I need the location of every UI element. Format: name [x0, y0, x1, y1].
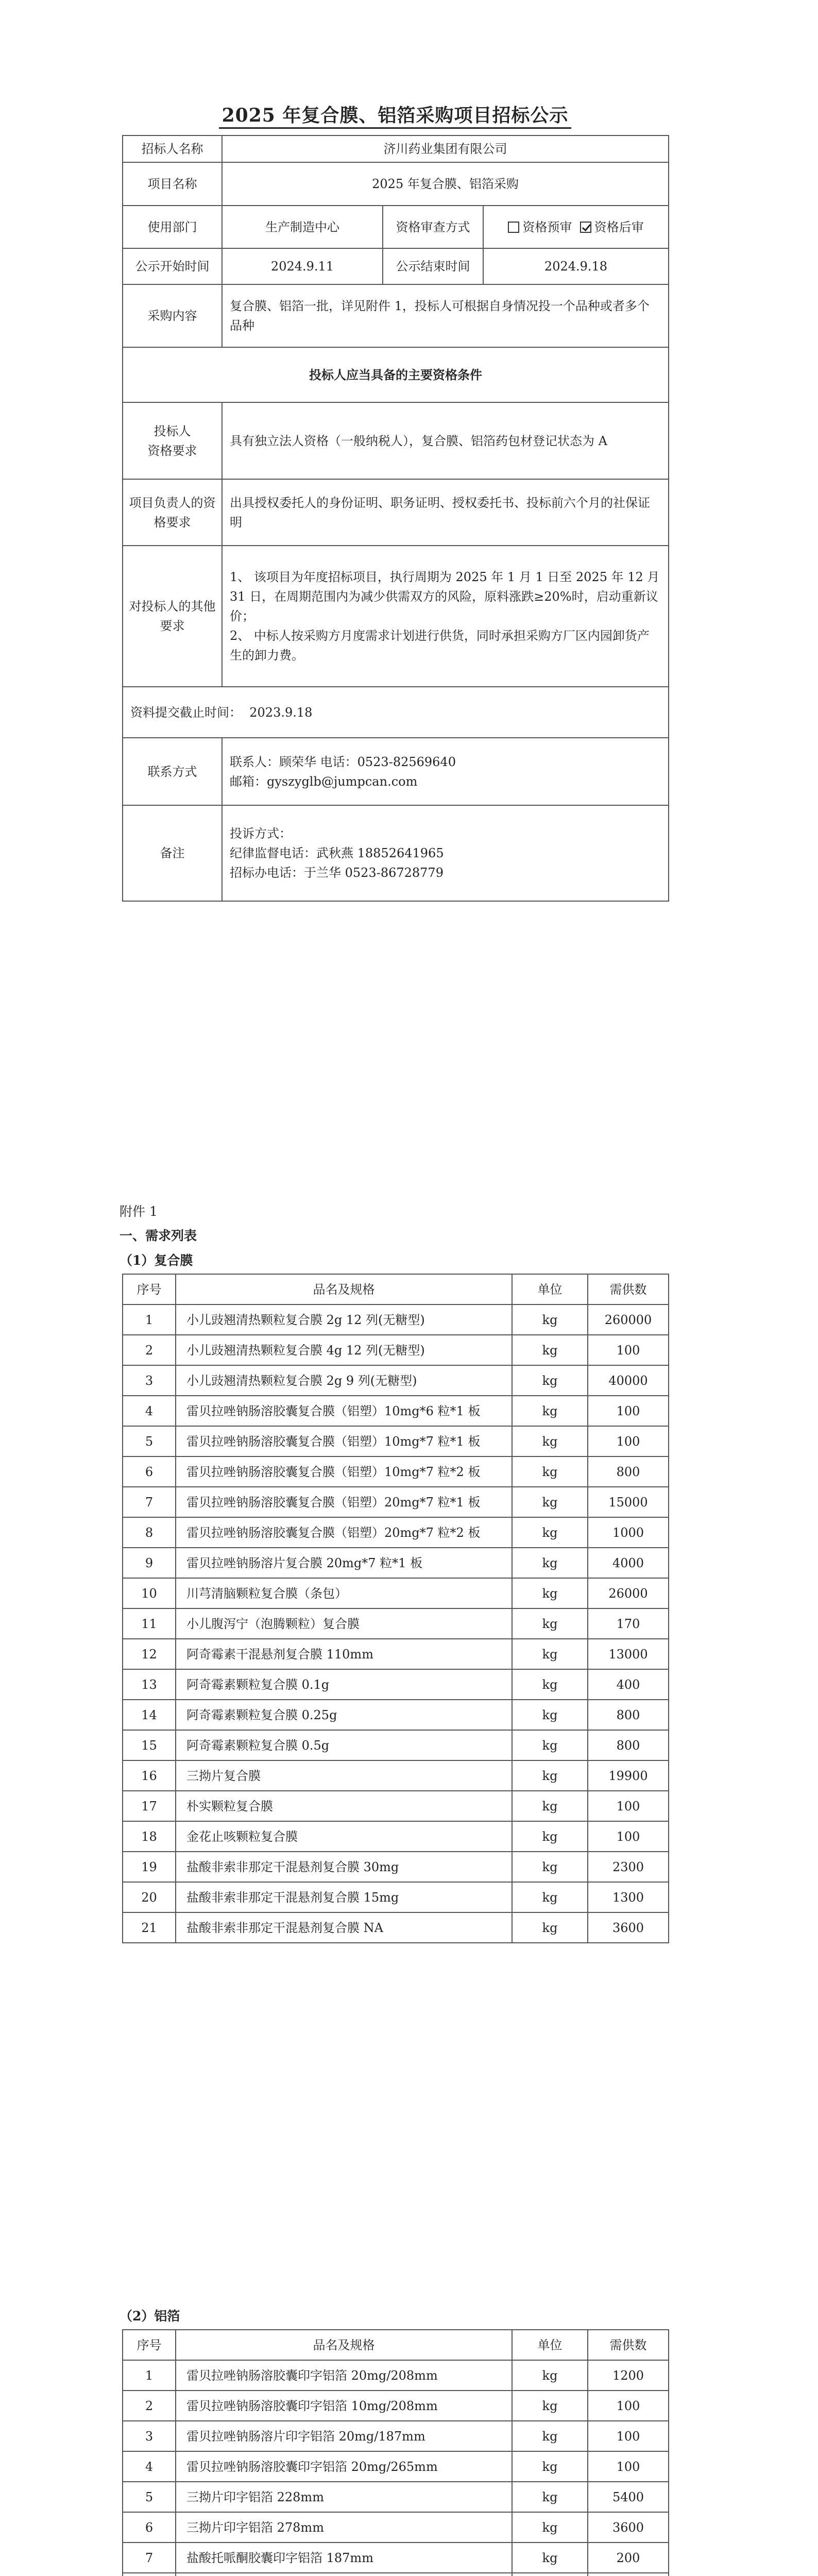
row-quantity: 100: [588, 1821, 669, 1852]
row-quantity: 3600: [588, 1912, 669, 1943]
row-product: 金花止咳颗粒复合膜: [176, 1821, 512, 1852]
col-header-qty: 需供数: [588, 1274, 669, 1304]
row-quantity: 170: [588, 1608, 669, 1639]
row-quantity: 2300: [588, 1852, 669, 1882]
project-value: 2025 年复合膜、铝箔采购: [222, 162, 669, 206]
row-quantity: 100: [588, 1791, 669, 1821]
row-quantity: 13000: [588, 1639, 669, 1669]
row-product: 小儿豉翘清热颗粒复合膜 4g 12 列(无糖型): [176, 1335, 512, 1365]
review-label: 资格审查方式: [383, 206, 483, 248]
row-quantity: [588, 2573, 669, 2576]
row-product: 雷贝拉唑钠肠溶胶囊复合膜（铝塑）20mg*7 粒*1 板: [176, 1487, 512, 1517]
row-index: 16: [123, 1760, 176, 1791]
end-label: 公示结束时间: [383, 248, 483, 284]
end-value: 2024.9.18: [483, 248, 669, 284]
row-index: 1: [123, 1304, 176, 1335]
film-table: [122, 1274, 669, 1943]
table-row: [123, 2391, 669, 2421]
row-index: 4: [123, 2451, 176, 2482]
content-label: 采购内容: [123, 284, 222, 347]
row-unit: kg: [512, 1912, 588, 1943]
row-index: 19: [123, 1852, 176, 1882]
row-quantity: 1000: [588, 1517, 669, 1548]
other-item-2: 2、 中标人按采购方月度需求计划进行供货，同时承担采购方厂区内园卸货产生的卸力费。: [230, 629, 650, 663]
contact-person: 联系人：顾荣华 电话：0523-82569640: [230, 754, 456, 769]
row-quantity: 1200: [588, 2360, 669, 2391]
other-value: [222, 546, 669, 687]
col-header-name: 品名及规格: [176, 1274, 512, 1304]
row-index: 5: [123, 1426, 176, 1456]
row-index: 6: [123, 1456, 176, 1487]
contact-email: 邮箱：gyszyglb@jumpcan.com: [230, 774, 418, 789]
deadline-label: 资料提交截止时间：: [130, 705, 242, 720]
row-unit: kg: [512, 1639, 588, 1669]
attachment-label: 附件 1: [120, 1204, 158, 1219]
row-product: 阿奇霉素颗粒复合膜 0.5g: [176, 1730, 512, 1760]
row-quantity: 100: [588, 1335, 669, 1365]
row-product: 雷贝拉唑钠肠溶胶囊复合膜（铝塑）10mg*6 粒*1 板: [176, 1396, 512, 1426]
table-row: [123, 1608, 669, 1639]
row-unit: kg: [512, 2482, 588, 2512]
table-row: [123, 2543, 669, 2573]
table-row: [123, 1396, 669, 1426]
foil-section-title: （2）铝箔: [120, 2309, 180, 2324]
row-index: 14: [123, 1700, 176, 1730]
row-index: 5: [123, 2482, 176, 2512]
notice-table: [122, 135, 669, 902]
row-product: 小儿豉翘清热颗粒复合膜 2g 9 列(无糖型): [176, 1365, 512, 1396]
row-product: 小儿腹泻宁（泡腾颗粒）复合膜: [176, 1608, 512, 1639]
row-index: 10: [123, 1578, 176, 1608]
row-index: 21: [123, 1912, 176, 1943]
table-row: [123, 1548, 669, 1578]
row-unit: kg: [512, 1791, 588, 1821]
table-row: [123, 1487, 669, 1517]
row-quantity: 5400: [588, 2482, 669, 2512]
start-label: 公示开始时间: [123, 248, 222, 284]
table-row: [123, 1700, 669, 1730]
content-value: 复合膜、铝箔一批，详见附件 1，投标人可根据自身情况投一个品种或者多个品种: [222, 284, 669, 347]
row-unit: kg: [512, 1365, 588, 1396]
other-label: 对投标人的其他要求: [123, 546, 222, 687]
row-unit: kg: [512, 1335, 588, 1365]
qual-label: 投标人 资格要求: [123, 402, 222, 479]
col-header-qty: 需供数: [588, 2330, 669, 2360]
row-unit: kg: [512, 2360, 588, 2391]
bid-office-phone: 招标办电话：于兰华 0523-86728779: [230, 866, 444, 880]
row-product: 雷贝拉唑钠肠溶片复合膜 20mg*7 粒*1 板: [176, 1548, 512, 1578]
row-quantity: 3600: [588, 2512, 669, 2543]
row-unit: [512, 2573, 588, 2576]
row-unit: kg: [512, 1882, 588, 1912]
row-quantity: 19900: [588, 1760, 669, 1791]
row-index: 13: [123, 1669, 176, 1700]
row-quantity: 1300: [588, 1882, 669, 1912]
film-table-header: [123, 1274, 669, 1304]
row-product: 盐酸托哌酮胶囊印字铝箔 187mm: [176, 2543, 512, 2573]
row-index: 6: [123, 2512, 176, 2543]
row-unit: kg: [512, 1608, 588, 1639]
row-unit: kg: [512, 2512, 588, 2543]
foil-table-header: [123, 2330, 669, 2360]
row-quantity: 26000: [588, 1578, 669, 1608]
row-unit: kg: [512, 1548, 588, 1578]
table-row: [123, 1426, 669, 1456]
table-row: [123, 1730, 669, 1760]
row-index: 11: [123, 1608, 176, 1639]
table-row: [123, 1669, 669, 1700]
note-label: 备注: [123, 805, 222, 901]
row-product: 朴实颗粒复合膜: [176, 1791, 512, 1821]
row-product: 阿奇霉素干混悬剂复合膜 110mm: [176, 1639, 512, 1669]
row-index: 2: [123, 1335, 176, 1365]
note-value: [222, 805, 669, 901]
tenderer-label: 招标人名称: [123, 135, 222, 162]
table-row: [123, 1365, 669, 1396]
table-row: [123, 1882, 669, 1912]
row-quantity: 400: [588, 1669, 669, 1700]
row-product: 雷贝拉唑钠肠溶胶囊复合膜（铝塑）10mg*7 粒*1 板: [176, 1426, 512, 1456]
row-unit: kg: [512, 2391, 588, 2421]
film-section-title: （1）复合膜: [120, 1253, 193, 1268]
row-product: 雷贝拉唑钠肠溶胶囊复合膜（铝塑）10mg*7 粒*2 板: [176, 1456, 512, 1487]
demand-list-title: 一、需求列表: [120, 1228, 197, 1243]
row-unit: kg: [512, 1730, 588, 1760]
row-product: 阿奇霉素颗粒复合膜 0.25g: [176, 1700, 512, 1730]
row-quantity: 800: [588, 1456, 669, 1487]
contact-label: 联系方式: [123, 738, 222, 805]
table-row: [123, 1760, 669, 1791]
row-index: 20: [123, 1882, 176, 1912]
row-index: 4: [123, 1396, 176, 1426]
prequal-label: 资格预审: [522, 219, 572, 234]
col-header-unit: 单位: [512, 1274, 588, 1304]
row-unit: kg: [512, 1487, 588, 1517]
table-row: [123, 1335, 669, 1365]
row-unit: kg: [512, 1578, 588, 1608]
row-quantity: 100: [588, 1426, 669, 1456]
dept-label: 使用部门: [123, 206, 222, 248]
table-row: [123, 2573, 669, 2576]
row-unit: kg: [512, 1426, 588, 1456]
row-product: 盐酸非索非那定干混悬剂复合膜 NA: [176, 1912, 512, 1943]
row-index: 9: [123, 1548, 176, 1578]
row-product: 三拗片复合膜: [176, 1760, 512, 1791]
table-row: [123, 1304, 669, 1335]
table-row: [123, 1639, 669, 1669]
row-index: 18: [123, 1821, 176, 1852]
postqual-label: 资格后审: [594, 219, 644, 234]
contact-value: [222, 738, 669, 805]
row-product: 三拗片印字铝箔 228mm: [176, 2482, 512, 2512]
row-index: 2: [123, 2391, 176, 2421]
row-index: 3: [123, 2421, 176, 2451]
row-quantity: 100: [588, 2421, 669, 2451]
tenderer-value: 济川药业集团有限公司: [222, 135, 669, 162]
document-title: 2025 年复合膜、铝箔采购项目招标公示: [122, 101, 668, 127]
col-header-name: 品名及规格: [176, 2330, 512, 2360]
deadline-value: 2023.9.18: [249, 705, 313, 720]
table-row: [123, 1852, 669, 1882]
row-product: 雷贝拉唑钠肠溶胶囊印字铝箔 10mg/208mm: [176, 2391, 512, 2421]
col-header-index: 序号: [123, 1274, 176, 1304]
table-row: [123, 2482, 669, 2512]
row-product: 雷贝拉唑钠肠溶片印字铝箔 20mg/187mm: [176, 2421, 512, 2451]
row-product: 三拗片印字铝箔 278mm: [176, 2512, 512, 2543]
row-index: 12: [123, 1639, 176, 1669]
row-unit: kg: [512, 1517, 588, 1548]
row-quantity: 100: [588, 1396, 669, 1426]
row-index: 17: [123, 1791, 176, 1821]
row-quantity: 100: [588, 2451, 669, 2482]
row-quantity: 15000: [588, 1487, 669, 1517]
row-quantity: 100: [588, 2391, 669, 2421]
row-product: 雷贝拉唑钠肠溶胶囊印字铝箔 20mg/265mm: [176, 2451, 512, 2482]
table-row: [123, 2451, 669, 2482]
row-unit: kg: [512, 1396, 588, 1426]
row-unit: kg: [512, 2543, 588, 2573]
row-product: 阿奇霉素颗粒复合膜 0.1g: [176, 1669, 512, 1700]
row-unit: kg: [512, 2421, 588, 2451]
row-unit: kg: [512, 1304, 588, 1335]
table-row: [123, 2421, 669, 2451]
table-row: [123, 1456, 669, 1487]
review-options: [483, 206, 669, 248]
row-index: 1: [123, 2360, 176, 2391]
row-quantity: 200: [588, 2543, 669, 2573]
row-product: 雷贝拉唑钠肠溶胶囊印字铝箔 20mg/208mm: [176, 2360, 512, 2391]
qual-value: 具有独立法人资格（一般纳税人），复合膜、铝箔药包材登记状态为 A: [222, 402, 669, 479]
foil-table: [122, 2329, 669, 2576]
row-product: 川芎清脑颗粒复合膜（条包）: [176, 1578, 512, 1608]
row-unit: kg: [512, 1852, 588, 1882]
row-quantity: 260000: [588, 1304, 669, 1335]
row-product: 雷贝拉唑钠肠溶胶囊复合膜（铝塑）20mg*7 粒*2 板: [176, 1517, 512, 1548]
start-value: 2024.9.11: [222, 248, 383, 284]
row-index: 7: [123, 1487, 176, 1517]
dept-value: 生产制造中心: [222, 206, 383, 248]
col-header-index: 序号: [123, 2330, 176, 2360]
deadline-row: [123, 687, 669, 738]
row-product: 小儿豉翘清热颗粒复合膜 2g 12 列(无糖型): [176, 1304, 512, 1335]
table-row: [123, 1912, 669, 1943]
table-row: [123, 2360, 669, 2391]
row-quantity: 40000: [588, 1365, 669, 1396]
col-header-unit: 单位: [512, 2330, 588, 2360]
table-row: [123, 2512, 669, 2543]
row-quantity: 800: [588, 1700, 669, 1730]
row-index: 15: [123, 1730, 176, 1760]
row-quantity: 4000: [588, 1548, 669, 1578]
row-index: [123, 2573, 176, 2576]
row-index: 7: [123, 2543, 176, 2573]
person-value: 出具授权委托人的身份证明、职务证明、授权委托书、投标前六个月的社保证明: [222, 479, 669, 546]
row-product: 盐酸非索非那定干混悬剂复合膜 30mg: [176, 1852, 512, 1882]
row-unit: kg: [512, 2451, 588, 2482]
table-row: [123, 1791, 669, 1821]
project-label: 项目名称: [123, 162, 222, 206]
qualification-section-title: 投标人应当具备的主要资格条件: [123, 347, 669, 402]
discipline-phone: 纪律监督电话：武秋燕 18852641965: [230, 846, 444, 860]
table-row: [123, 1821, 669, 1852]
row-product: [176, 2573, 512, 2576]
row-index: 8: [123, 1517, 176, 1548]
other-item-1: 1、 该项目为年度招标项目，执行周期为 2025 年 1 月 1 日至 2025 年 12 月 31 日，在周期范围内为减少供需双方的风险，原料涨跌≥20%时，启动重新议价；: [230, 570, 660, 623]
row-unit: kg: [512, 1821, 588, 1852]
prequal-checkbox[interactable]: [508, 222, 519, 233]
person-label: 项目负责人的资格要求: [123, 479, 222, 546]
row-unit: kg: [512, 1669, 588, 1700]
row-unit: kg: [512, 1760, 588, 1791]
row-index: 3: [123, 1365, 176, 1396]
row-product: 盐酸非索非那定干混悬剂复合膜 15mg: [176, 1882, 512, 1912]
row-unit: kg: [512, 1456, 588, 1487]
complaint-method: 投诉方式：: [230, 826, 292, 841]
row-unit: kg: [512, 1700, 588, 1730]
postqual-checkbox[interactable]: [580, 222, 591, 233]
row-quantity: 800: [588, 1730, 669, 1760]
table-row: [123, 1517, 669, 1548]
table-row: [123, 1578, 669, 1608]
